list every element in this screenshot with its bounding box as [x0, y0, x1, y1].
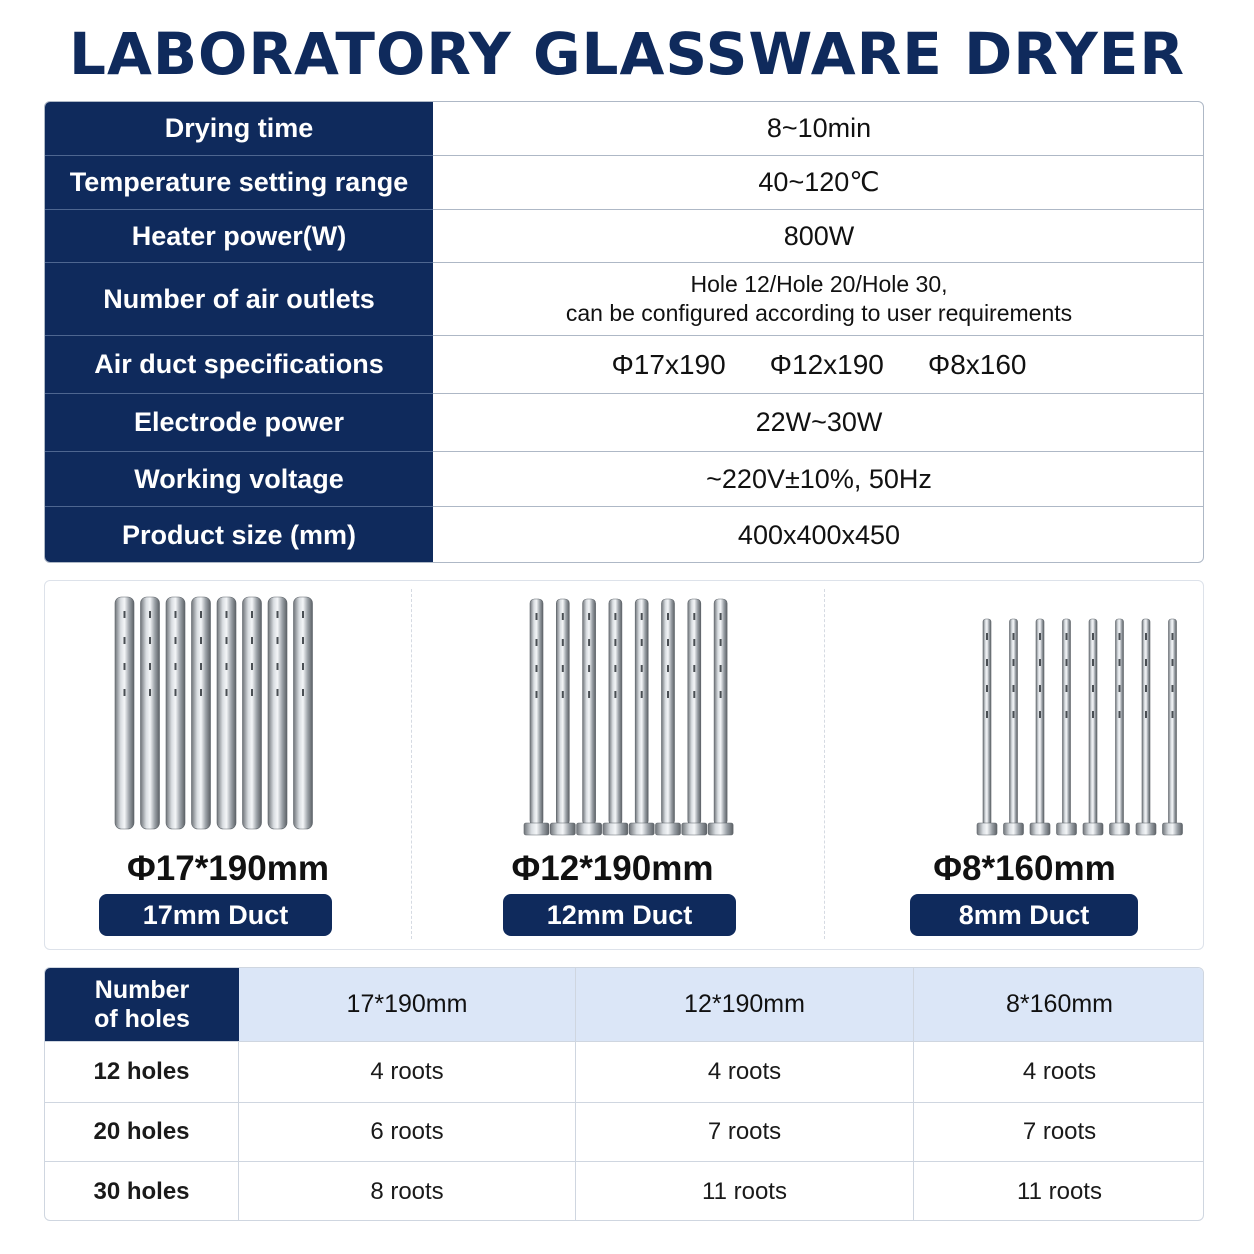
spec-label: Electrode power [45, 394, 433, 452]
duct-rod-hole [562, 639, 564, 646]
duct-rod-hole [1172, 711, 1174, 718]
duct-rod-hole [720, 639, 722, 646]
holes-corner-header [45, 968, 239, 1041]
duct-rod-hole [251, 611, 253, 618]
duct-rod-hole [124, 637, 126, 644]
spec-value-text: 800W [783, 220, 855, 251]
duct-rod-hole [986, 633, 988, 640]
duct-size-label: Φ17*190mm [127, 849, 329, 888]
duct-rod-hole [1172, 685, 1174, 692]
duct-rod-hole [149, 637, 151, 644]
duct-rod [1169, 619, 1177, 825]
duct-rod-hole [124, 689, 126, 696]
duct-rod-hole [667, 639, 669, 646]
duct-rod-hole [641, 639, 643, 646]
duct-rod-hole [149, 611, 151, 618]
duct-rod-hole [277, 663, 279, 670]
duct-rod-hole [720, 665, 722, 672]
duct-rod-flange [524, 823, 549, 835]
duct-rod [1089, 619, 1097, 825]
duct-panel [44, 580, 1204, 950]
duct-rod-hole [1119, 685, 1121, 692]
duct-rod-hole [1013, 711, 1015, 718]
duct-rod-hole [588, 665, 590, 672]
duct-rod [609, 599, 622, 825]
table-cell: 7 roots [1022, 1118, 1097, 1145]
duct-rod-hole [124, 663, 126, 670]
spec-label: Product size (mm) [45, 507, 433, 563]
duct-rod-hole [1039, 711, 1041, 718]
duct-rod [217, 597, 236, 829]
duct-rod-hole [667, 691, 669, 698]
duct-badge: 17mm Duct [99, 894, 332, 936]
duct-rod-hole [1066, 633, 1068, 640]
duct-rod [662, 599, 675, 825]
duct-rod-hole [1066, 711, 1068, 718]
duct-rod-flange [1136, 823, 1156, 835]
duct-column-8mm [824, 581, 1205, 951]
duct-rod-hole [200, 637, 202, 644]
duct-rod [268, 597, 287, 829]
17mm-duct-rods-image [45, 581, 411, 841]
duct-rod-flange [1030, 823, 1050, 835]
spec-label: Air duct specifications [45, 336, 433, 394]
holes-table-header [45, 968, 1204, 1041]
spec-row-air-outlets [45, 263, 1204, 336]
spec-row-product-size [45, 507, 1204, 563]
duct-rod-hole [302, 611, 304, 618]
duct-rod-hole [614, 665, 616, 672]
spec-row-temperature [45, 156, 1204, 210]
duct-rod-hole [720, 691, 722, 698]
row-label: 20 holes [45, 1103, 239, 1161]
spec-value-text: 22W~30W [755, 407, 883, 437]
duct-rod-hole [226, 689, 228, 696]
duct-rod [1063, 619, 1071, 825]
duct-rod-hole [1039, 685, 1041, 692]
duct-spec-value: Φ12x190 [769, 348, 884, 380]
duct-rod-flange [629, 823, 654, 835]
duct-rod-hole [1092, 685, 1094, 692]
table-cell: 8 roots [239, 1162, 576, 1221]
spec-value-text: 8~10min [766, 113, 872, 143]
duct-rod-hole [1039, 633, 1041, 640]
duct-rod-flange [1083, 823, 1103, 835]
duct-rod-hole [1119, 659, 1121, 666]
spec-value [433, 210, 1204, 263]
duct-rod-hole [986, 685, 988, 692]
duct-rod-hole [536, 665, 538, 672]
duct-rod [141, 597, 160, 829]
page-title: LABORATORY GLASSWARE DRYER [69, 20, 1185, 88]
8mm-duct-rods-image [824, 581, 1205, 841]
duct-rod [166, 597, 185, 829]
duct-column-17mm [45, 581, 411, 951]
spec-table [44, 101, 1204, 563]
duct-rod-hole [251, 663, 253, 670]
spec-value-text: 400x400x450 [737, 520, 901, 550]
duct-spec-value: Φ8x160 [927, 348, 1027, 380]
duct-rod-hole [588, 639, 590, 646]
duct-rod-hole [1145, 633, 1147, 640]
holes-table [44, 967, 1204, 1221]
spec-value-text: ~220V±10%, 50Hz [706, 463, 932, 494]
duct-rod-hole [1145, 685, 1147, 692]
duct-rod-hole [1066, 685, 1068, 692]
duct-rod-hole [251, 637, 253, 644]
duct-rod-hole [562, 665, 564, 672]
table-row [45, 1102, 1204, 1161]
spec-row-air-duct [45, 336, 1204, 394]
duct-rod-flange [708, 823, 733, 835]
duct-rod-flange [1057, 823, 1077, 835]
duct-rod-hole [200, 663, 202, 670]
duct-rod [1142, 619, 1150, 825]
duct-rod-hole [641, 691, 643, 698]
spec-row-drying-time [45, 102, 1204, 156]
duct-rod-hole [588, 613, 590, 620]
table-row [45, 1041, 1204, 1102]
duct-rod-hole [277, 611, 279, 618]
duct-rod-hole [1092, 711, 1094, 718]
duct-spec-value: Φ17x190 [611, 348, 726, 380]
duct-rod-hole [200, 689, 202, 696]
table-cell: 4 roots [239, 1042, 576, 1102]
duct-rod [688, 599, 701, 825]
12mm-duct-rods-image [411, 581, 824, 841]
column-header: 17*190mm [239, 968, 576, 1041]
duct-rod-hole [667, 613, 669, 620]
duct-rod-hole [226, 663, 228, 670]
duct-rod-flange [550, 823, 575, 835]
table-cell: 4 roots [576, 1042, 914, 1102]
duct-rod-hole [536, 613, 538, 620]
duct-rod [192, 597, 211, 829]
duct-rod [556, 599, 569, 825]
duct-rod-hole [641, 665, 643, 672]
duct-rod-hole [175, 689, 177, 696]
duct-rod [635, 599, 648, 825]
spec-row-working-voltage [45, 452, 1204, 507]
duct-rod [1010, 619, 1018, 825]
duct-rod [294, 597, 313, 829]
duct-rod-hole [175, 611, 177, 618]
duct-rod-hole [536, 691, 538, 698]
duct-rod-hole [614, 639, 616, 646]
column-header: 12*190mm [576, 968, 914, 1041]
table-cell: 7 roots [576, 1103, 914, 1161]
duct-rod-flange [977, 823, 997, 835]
spec-value [433, 452, 1204, 507]
duct-rod-hole [251, 689, 253, 696]
duct-rod-hole [1119, 711, 1121, 718]
duct-rod-hole [1172, 633, 1174, 640]
duct-rod-hole [226, 611, 228, 618]
duct-size-label: Φ8*160mm [933, 849, 1116, 888]
duct-rod-hole [149, 663, 151, 670]
duct-rod-hole [1145, 659, 1147, 666]
duct-rod-hole [614, 691, 616, 698]
duct-rod [115, 597, 134, 829]
duct-rod-hole [1172, 659, 1174, 666]
duct-rod-hole [302, 663, 304, 670]
duct-rod-hole [667, 665, 669, 672]
duct-rod-hole [1013, 685, 1015, 692]
spec-label: Heater power(W) [45, 210, 433, 263]
duct-rod-flange [1163, 823, 1183, 835]
duct-rod [1036, 619, 1044, 825]
duct-rod-flange [603, 823, 628, 835]
row-label: 12 holes [45, 1042, 239, 1102]
duct-rod-hole [562, 691, 564, 698]
duct-rod-hole [986, 711, 988, 718]
duct-rod [714, 599, 727, 825]
spec-value [433, 336, 1204, 394]
duct-rod-hole [588, 691, 590, 698]
duct-column-12mm [411, 581, 824, 951]
duct-rod-hole [302, 637, 304, 644]
duct-rod-hole [536, 639, 538, 646]
corner-line1: Number [94, 975, 190, 1004]
duct-rod-hole [986, 659, 988, 666]
duct-rod-flange [1110, 823, 1130, 835]
duct-size-label: Φ12*190mm [511, 849, 714, 888]
duct-rod-hole [1092, 659, 1094, 666]
duct-rod-hole [200, 611, 202, 618]
duct-rod-flange [1004, 823, 1024, 835]
spec-row-electrode-power [45, 394, 1204, 452]
duct-rod-hole [1145, 711, 1147, 718]
duct-rod-hole [693, 613, 695, 620]
duct-rod [1116, 619, 1124, 825]
duct-rod-hole [693, 665, 695, 672]
duct-rod-hole [175, 663, 177, 670]
duct-rod-hole [1013, 659, 1015, 666]
table-cell: 11 roots [1017, 1178, 1102, 1205]
duct-rod [983, 619, 991, 825]
duct-rod-hole [693, 691, 695, 698]
duct-badge: 12mm Duct [503, 894, 736, 936]
duct-rod-flange [656, 823, 681, 835]
duct-rod-hole [149, 689, 151, 696]
column-header: 8*160mm [914, 968, 1204, 1041]
duct-rod [583, 599, 596, 825]
duct-badge: 8mm Duct [910, 894, 1138, 936]
spec-label: Number of air outlets [45, 263, 433, 336]
duct-rod-hole [124, 611, 126, 618]
spec-row-heater-power [45, 210, 1204, 263]
duct-rod-hole [1119, 633, 1121, 640]
spec-value-text: 40~120℃ [758, 167, 880, 197]
corner-line2: of holes [94, 1004, 190, 1033]
spec-value-line2: can be configured according to user requirements [565, 300, 1073, 326]
duct-rod-hole [1092, 633, 1094, 640]
duct-rod-hole [614, 613, 616, 620]
table-cell: 11 roots [576, 1162, 914, 1221]
table-cell: 6 roots [239, 1103, 576, 1161]
duct-rod-hole [693, 639, 695, 646]
spec-value-line1: Hole 12/Hole 20/Hole 30, [690, 271, 948, 297]
duct-rod-hole [562, 613, 564, 620]
duct-rod-hole [1013, 633, 1015, 640]
duct-rod-hole [277, 689, 279, 696]
duct-rod [530, 599, 543, 825]
table-row [45, 1161, 1204, 1221]
duct-rod-hole [175, 637, 177, 644]
spec-value [433, 263, 1204, 336]
duct-rod-hole [720, 613, 722, 620]
duct-rod-hole [1039, 659, 1041, 666]
spec-label: Working voltage [45, 452, 433, 507]
duct-rod-hole [641, 613, 643, 620]
duct-rod-hole [302, 689, 304, 696]
duct-rod-hole [226, 637, 228, 644]
duct-rod-hole [277, 637, 279, 644]
duct-rod-flange [682, 823, 707, 835]
duct-rod-flange [577, 823, 602, 835]
duct-rod [243, 597, 262, 829]
spec-value [433, 507, 1204, 563]
spec-value [433, 102, 1204, 156]
table-cell: 4 roots [1022, 1058, 1097, 1085]
spec-value [433, 394, 1204, 452]
row-label: 30 holes [45, 1162, 239, 1221]
spec-label: Drying time [45, 102, 433, 156]
spec-value [433, 156, 1204, 210]
duct-rod-hole [1066, 659, 1068, 666]
spec-label: Temperature setting range [45, 156, 433, 210]
